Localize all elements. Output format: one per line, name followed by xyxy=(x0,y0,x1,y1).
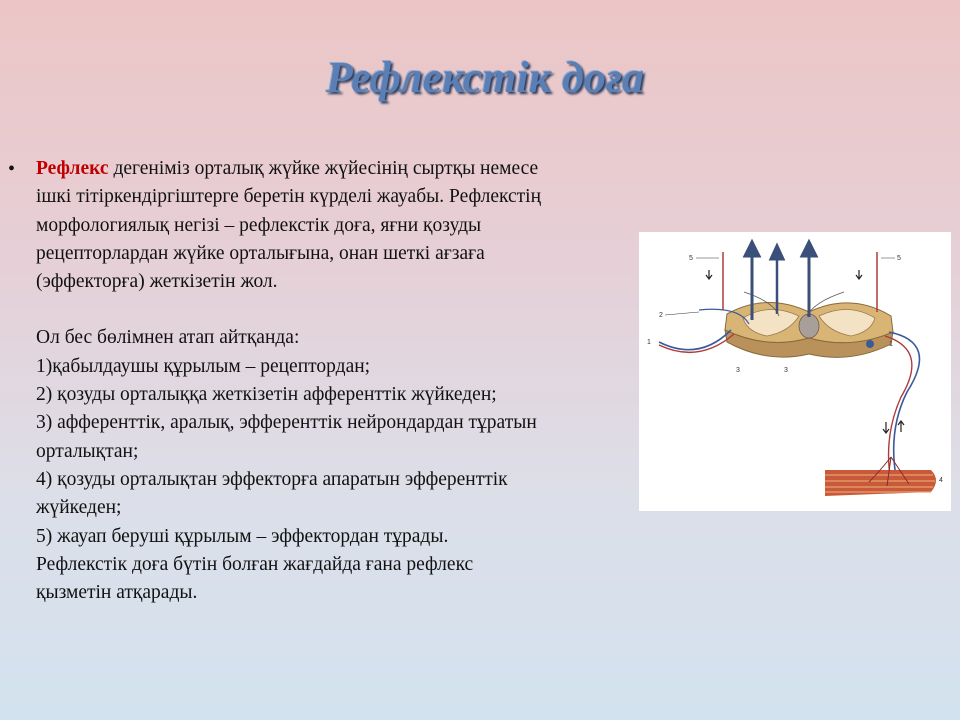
list-item-4: 4) қозуды орталықтан эффекторға апаратын эфференттік xyxy=(36,468,508,490)
label-4: 4 xyxy=(939,477,943,484)
intro-line-2: ішкі тітіркендіргіштерге беретін күрделі жауабы. Рефлекстің xyxy=(36,186,542,208)
conclusion-line-2: қызметін атқарады. xyxy=(36,582,198,604)
intro-line-3: морфологиялық негізі – рефлекстік доға, яғни қозуды xyxy=(36,214,482,236)
list-item-4-cont: жүйкеден; xyxy=(36,497,122,519)
reflex-term: Рефлекс xyxy=(36,158,109,179)
reflex-arc-illustration xyxy=(639,232,951,511)
label-5-left: 5 xyxy=(689,255,693,262)
label-1-right: 1 xyxy=(889,341,893,348)
list-intro: Ол бес бөлімнен атап айтқанда: xyxy=(36,327,300,349)
reflex-arc-diagram xyxy=(639,232,951,511)
label-5-right: 5 xyxy=(897,255,901,262)
label-3-left: 3 xyxy=(736,367,740,374)
slide-title: Рефлекстік доға xyxy=(325,53,645,102)
list-item-5: 5) жауап беруші құрылым – эффектордан тұрады. xyxy=(36,525,449,547)
muscle-effector xyxy=(825,457,936,496)
slide-body xyxy=(8,155,668,607)
list-item-2: 2) қозуды орталыққа жеткізетін афференттік жүйкеден; xyxy=(36,384,497,406)
bullet-marker: • xyxy=(8,158,16,180)
bullet-item xyxy=(8,155,668,607)
diagram-labels xyxy=(647,255,943,484)
intro-line-5: (эффекторға) жеткізетін жол. xyxy=(36,271,278,293)
conclusion-line-1: Рефлекстік доға бүтін болған жағдайда ғана рефлекс xyxy=(36,553,474,575)
intro-text: дегеніміз орталық жүйке жүйесінің сыртқы немесе xyxy=(108,158,539,179)
list-item-1: 1)қабылдаушы құрылым – рецептордан; xyxy=(36,355,371,377)
list-item-3-cont: орталықтан; xyxy=(36,440,139,462)
label-1-left: 1 xyxy=(647,339,651,346)
bullet-text xyxy=(36,155,668,607)
intro-line-1 xyxy=(36,155,668,183)
list-item-3: 3) афференттік, аралық, эфференттік нейрондардан тұратын xyxy=(36,412,537,434)
intro-line-4: рецепторлардан жүйке орталығына, онан шеткі ағзаға xyxy=(36,242,485,264)
label-3-right: 3 xyxy=(784,367,788,374)
label-2: 2 xyxy=(659,312,663,319)
paragraph-gap xyxy=(36,296,668,324)
